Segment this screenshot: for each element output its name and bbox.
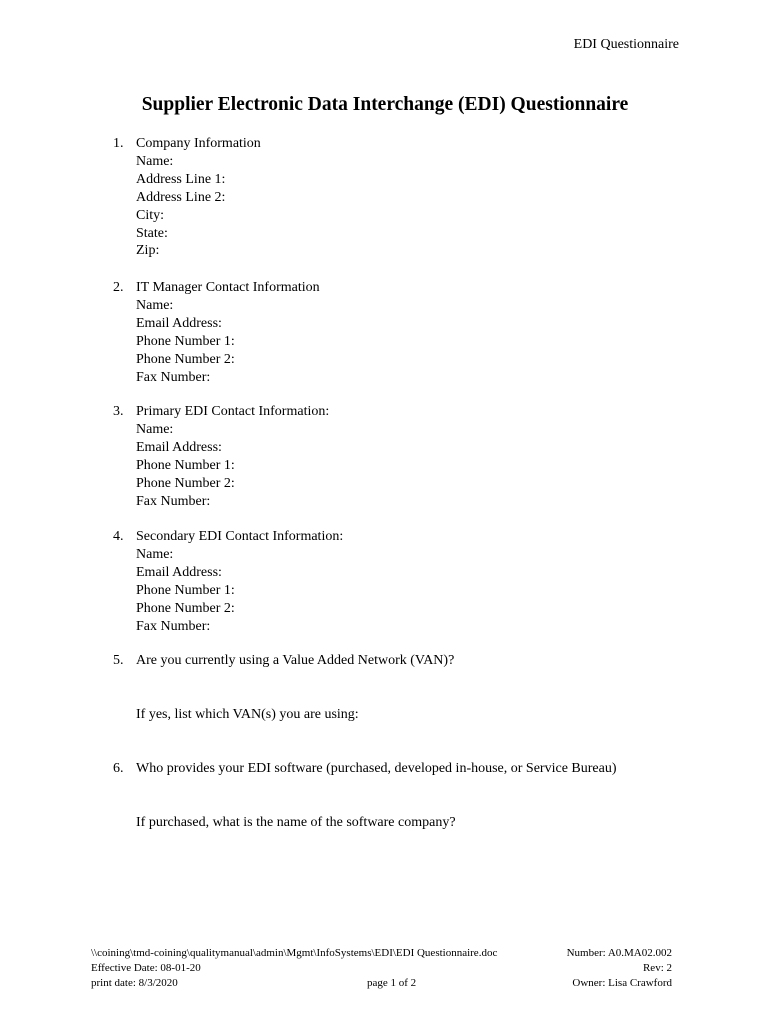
footer-owner: Owner: Lisa Crawford — [572, 977, 672, 989]
field-label-fax: Fax Number: — [136, 618, 211, 634]
section-it-manager — [113, 279, 320, 386]
question-text: Are you currently using a Value Added Network (VAN)? — [136, 653, 455, 668]
field-label-email: Email Address: — [136, 564, 222, 580]
field-label-state: State: — [136, 225, 168, 241]
field-label-address-2: Address Line 2: — [136, 189, 226, 205]
field-label-email: Email Address: — [136, 439, 222, 455]
section-body — [136, 760, 617, 778]
field-label-address-1: Address Line 1: — [136, 171, 226, 187]
section-body — [136, 652, 454, 670]
field-label-phone-1: Phone Number 1: — [136, 582, 235, 598]
field-label-phone-2: Phone Number 2: — [136, 475, 235, 491]
field-label-zip: Zip: — [136, 243, 160, 259]
section-company-information — [113, 135, 261, 260]
footer-print-date: print date: 8/3/2020 — [91, 977, 178, 989]
section-body — [136, 403, 329, 510]
van-followup — [113, 706, 359, 724]
software-followup — [113, 814, 456, 832]
field-label-email: Email Address: — [136, 315, 222, 331]
section-number: 1. — [113, 136, 124, 151]
field-label-phone-1: Phone Number 1: — [136, 457, 235, 473]
section-body — [136, 706, 359, 724]
field-label-name: Name: — [136, 546, 174, 562]
field-label-name: Name: — [136, 153, 174, 169]
section-body — [136, 135, 261, 260]
field-label-fax: Fax Number: — [136, 493, 211, 509]
field-label-phone-2: Phone Number 2: — [136, 351, 235, 367]
footer-effective-date: Effective Date: 08-01-20 — [91, 962, 201, 974]
section-secondary-edi-contact — [113, 528, 343, 635]
footer-revision: Rev: 2 — [642, 962, 672, 974]
field-label-city: City: — [136, 207, 165, 223]
followup-question-text: If purchased, what is the name of the software company? — [136, 815, 456, 830]
field-label-name: Name: — [136, 421, 174, 437]
section-primary-edi-contact — [113, 403, 329, 510]
section-number: 6. — [113, 761, 124, 776]
footer-page-number: page 1 of 2 — [367, 977, 417, 989]
footer-file-path: \\coining\tmd-coining\qualitymanual\admin\Mgmt\InfoSystems\EDI\EDI Questionnaire.doc — [91, 947, 498, 959]
section-number: 5. — [113, 653, 124, 668]
section-number: 4. — [113, 529, 124, 544]
footer-left — [91, 946, 497, 991]
field-label-fax: Fax Number: — [136, 369, 211, 385]
field-label-name: Name: — [136, 297, 174, 313]
section-body — [136, 279, 320, 386]
section-heading: Primary EDI Contact Information: — [136, 404, 330, 419]
followup-question-text: If yes, list which VAN(s) you are using: — [136, 707, 359, 722]
field-label-phone-2: Phone Number 2: — [136, 600, 235, 616]
field-label-phone-1: Phone Number 1: — [136, 333, 235, 349]
section-software-question — [113, 760, 617, 778]
running-header: EDI Questionnaire — [573, 37, 679, 52]
section-heading: Secondary EDI Contact Information: — [136, 529, 344, 544]
section-heading: IT Manager Contact Information — [136, 280, 320, 295]
section-body — [136, 528, 343, 635]
section-heading: Company Information — [136, 136, 261, 151]
section-number: 2. — [113, 280, 124, 295]
footer-right — [567, 946, 672, 991]
footer-doc-number: Number: A0.MA02.002 — [566, 947, 672, 959]
document-title: Supplier Electronic Data Interchange (EDI) Questionnaire — [141, 94, 629, 115]
section-number: 3. — [113, 404, 124, 419]
question-text: Who provides your EDI software (purchased, developed in-house, or Service Bureau) — [136, 761, 617, 776]
section-body — [136, 814, 456, 832]
section-van-question — [113, 652, 454, 670]
